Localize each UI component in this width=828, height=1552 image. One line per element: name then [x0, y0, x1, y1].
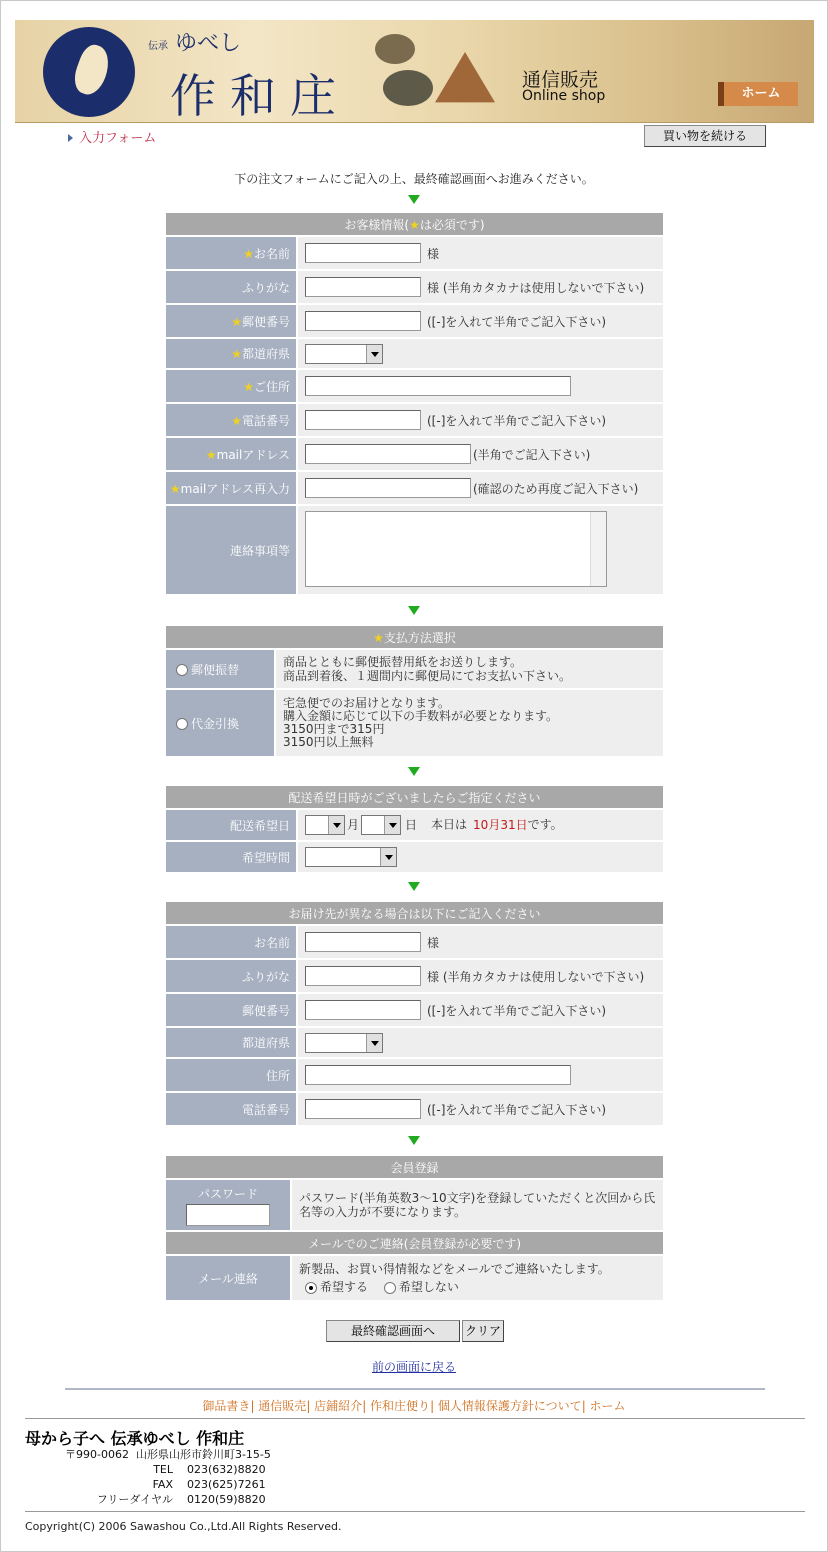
password-input[interactable]	[186, 1204, 270, 1226]
mail-option-yes[interactable]: 希望する	[305, 1280, 368, 1294]
member-header: 会員登録	[166, 1156, 663, 1178]
password-label: パスワード	[197, 1186, 258, 1201]
name-input[interactable]	[305, 243, 421, 263]
down-arrow-icon	[408, 195, 420, 204]
brand-small: 伝承	[148, 41, 168, 52]
label-mail-contact: メール連絡	[166, 1256, 290, 1300]
day-select[interactable]	[361, 815, 401, 835]
email-input[interactable]	[305, 444, 471, 464]
delivery-table: 配送希望日時がございましたらご指定ください 配送希望日 月 日 本日は 10月31日です。 希望時間	[166, 784, 663, 874]
star-icon: ★	[409, 217, 420, 232]
breadcrumb-label: 入力フォーム	[79, 131, 157, 146]
label-message: 連絡事項等	[166, 506, 296, 594]
mail-desc: 新製品、お買い得情報などをメールでご連絡いたします。	[299, 1262, 610, 1276]
footer-link-mailorder[interactable]: 通信販売	[258, 1399, 307, 1413]
radio-postal[interactable]	[176, 664, 188, 676]
dest-furigana-input[interactable]	[305, 966, 421, 986]
chevron-down-icon	[384, 816, 400, 834]
time-select[interactable]	[305, 847, 397, 867]
today-date: 10月31日	[473, 817, 528, 832]
brand-title: 作和庄	[170, 69, 350, 123]
customer-info-table: お客様情報(★は必須です) ★お名前 様 ふりがな 様 (半角カタカナは使用しないで下さい) ★郵便番号 ([-]を入れて半角でご記入下さい) ★都道府県 ★ご住所 ★電話番号 ([-]を入れて半角でご記入下さい) ★mailアドレス (半角でご記入下さい) ★mailアドレス再入力 (確認のため再度ご記入下さい) 連絡事項等	[166, 211, 663, 596]
mail-header: メールでのご連絡(会員登録が必要です)	[166, 1232, 663, 1254]
footer-nav: 御品書き| 通信販売| 店鋪紹介| 作和庄便り| 個人情報保護方針について| ホーム	[202, 1399, 626, 1413]
shop-title-en: Online shop	[522, 88, 606, 104]
footer-link-news[interactable]: 作和庄便り	[370, 1399, 431, 1413]
destination-header: お届け先が異なる場合は以下にご記入ください	[166, 902, 663, 924]
shop-title-jp: 通信販売	[522, 69, 599, 91]
label-delivery-time: 希望時間	[166, 842, 296, 872]
dest-phone-input[interactable]	[305, 1099, 421, 1119]
email-confirm-input[interactable]	[305, 478, 471, 498]
clear-button[interactable]: クリア	[462, 1320, 504, 1342]
payment-option-postal[interactable]: 郵便振替	[166, 650, 274, 688]
submit-button[interactable]: 最終確認画面へ	[326, 1320, 460, 1342]
radio-yes[interactable]	[305, 1282, 317, 1294]
furigana-input[interactable]	[305, 277, 421, 297]
home-button[interactable]: ホーム	[718, 82, 798, 106]
payment-option-cod[interactable]: 代金引換	[166, 690, 274, 756]
chevron-down-icon	[366, 345, 382, 363]
member-table	[166, 1154, 663, 1302]
logo-icon	[43, 27, 135, 117]
dest-prefecture-select[interactable]	[305, 1033, 383, 1053]
divider	[25, 1418, 805, 1419]
label-name: ★お名前	[166, 237, 296, 269]
footer-link-store[interactable]: 店鋪紹介	[314, 1399, 363, 1413]
chevron-down-icon	[380, 848, 396, 866]
chevron-down-icon	[328, 816, 344, 834]
label-dest-furigana: ふりがな	[166, 960, 296, 992]
payment-table: ★支払方法選択 郵便振替 商品とともに郵便振替用紙をお送りします。 商品到着後、１週間内に郵便局にてお支払い下さい。 代金引換 宅急便でのお届けとなります。 購入金額に応じて以下の手数料が必要となります。 3150円まで315円 3150円以上無料	[166, 624, 663, 758]
intro-text: 下の注文フォームにご記入の上、最終確認画面へお進みください。	[234, 172, 594, 186]
postal-input[interactable]	[305, 311, 421, 331]
footer-link-menu[interactable]: 御品書き	[202, 1399, 251, 1413]
destination-table: お届け先が異なる場合は以下にご記入ください お名前 様 ふりがな 様 (半角カタカナは使用しないで下さい) 郵便番号 ([-]を入れて半角でご記入下さい) 都道府県 住所 電話番号 ([-]を入れて半角でご記入下さい)	[166, 900, 663, 1127]
payment-header: ★支払方法選択	[166, 626, 663, 648]
month-select[interactable]	[305, 815, 345, 835]
down-arrow-icon	[408, 767, 420, 776]
chevron-down-icon	[366, 1034, 382, 1052]
message-textarea[interactable]	[305, 511, 607, 587]
label-email: ★mailアドレス	[166, 438, 296, 470]
divider	[25, 1511, 805, 1512]
label-dest-postal: 郵便番号	[166, 994, 296, 1026]
scrollbar[interactable]	[590, 512, 606, 586]
customer-info-header: お客様情報(★は必須です)	[166, 213, 663, 235]
password-cell	[166, 1180, 290, 1230]
password-desc: パスワード(半角英数3〜10文字)を登録していただくと次回から氏名等の入力が不要になります。	[290, 1180, 663, 1230]
stones-image	[375, 34, 505, 114]
header-banner	[15, 20, 814, 123]
back-link[interactable]: 前の画面に戻る	[371, 1360, 456, 1374]
footer-link-privacy[interactable]: 個人情報保護方針について	[437, 1399, 582, 1413]
radio-cod[interactable]	[176, 718, 188, 730]
copyright: Copyright(C) 2006 Sawashou Co.,Ltd.All Rights Reserved.	[25, 1520, 342, 1533]
triangle-right-icon	[68, 134, 73, 142]
breadcrumb	[68, 127, 156, 146]
delivery-header: 配送希望日時がございましたらご指定ください	[166, 786, 663, 808]
brand-kana: ゆべし	[175, 31, 242, 56]
label-address: ★ご住所	[166, 370, 296, 402]
label-phone: ★電話番号	[166, 404, 296, 436]
label-dest-phone: 電話番号	[166, 1093, 296, 1125]
label-dest-name: お名前	[166, 926, 296, 958]
label-delivery-date: 配送希望日	[166, 810, 296, 840]
label-dest-prefecture: 都道府県	[166, 1028, 296, 1057]
down-arrow-icon	[408, 1136, 420, 1145]
footer-link-home[interactable]: ホーム	[589, 1399, 626, 1413]
label-email-confirm: ★mailアドレス再入力	[166, 472, 296, 504]
label-postal: ★郵便番号	[166, 305, 296, 337]
dest-address-input[interactable]	[305, 1065, 571, 1085]
down-arrow-icon	[408, 882, 420, 891]
radio-no[interactable]	[384, 1282, 396, 1294]
down-arrow-icon	[408, 606, 420, 615]
company-name: 母から子へ 伝承ゆべし 作和庄	[25, 1429, 245, 1448]
label-prefecture: ★都道府県	[166, 339, 296, 368]
label-dest-address: 住所	[166, 1059, 296, 1091]
continue-shopping-button[interactable]: 買い物を続ける	[644, 125, 766, 147]
dest-name-input[interactable]	[305, 932, 421, 952]
divider	[65, 1388, 765, 1390]
dest-postal-input[interactable]	[305, 1000, 421, 1020]
company-address: 〒990-0062 山形県山形市鈴川町3-15-5 TEL 023(632)8820 FAX 023(625)7261 フリーダイヤル 0120(59)8820	[65, 1448, 271, 1506]
address-input[interactable]	[305, 376, 571, 396]
phone-input[interactable]	[305, 410, 421, 430]
mail-option-no[interactable]: 希望しない	[384, 1280, 459, 1294]
prefecture-select[interactable]	[305, 344, 383, 364]
label-furigana: ふりがな	[166, 271, 296, 303]
